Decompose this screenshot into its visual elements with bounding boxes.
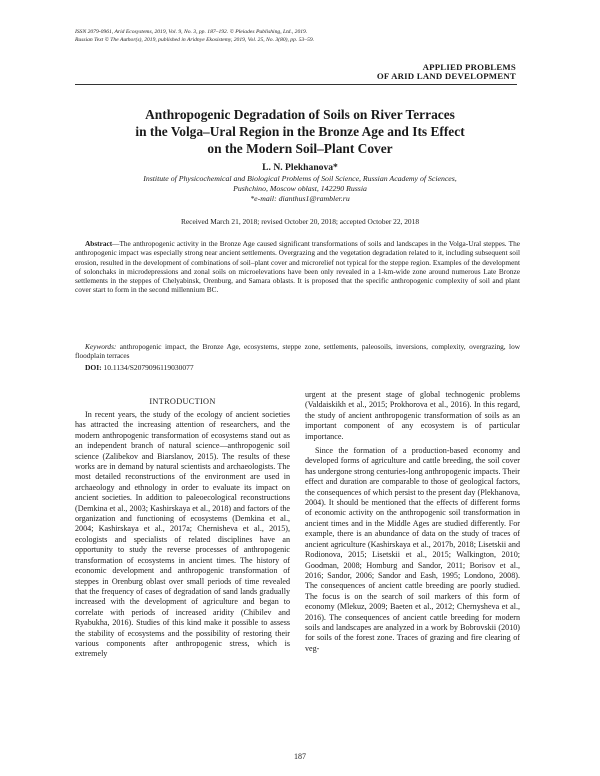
left-column [75, 410, 290, 660]
doi-value[interactable]: 10.1134/S2079096119030077 [101, 363, 194, 372]
paragraph: Since the formation of a production-based economy and developed forms of agriculture and cattle breeding, the soil cover has undergone strong centuries-long anthropogenic impacts. Their effect and duration are comparable to those of geological factors, the consequences of which persist to the present day (Plekhanova, 2004). It should be mentioned that the effects of different forms of economic activity on the anthropogenic soil transformation in ancient times and in the Middle Ages are studied differently. For example, there is an abundance of data on the study of traces of ancient agriculture (Kashirskaya et al., 2017b, 2018; Lisetskii and Rodionova, 2015; Lisetskii et al., 2015; Walkington, 2010; Goodman, 2008; Homburg and Sandor, 2011; Borisov et al., 2016; Sandor, 2006; Sandor and Eash, 1995; Londono, 2008). The consequences of ancient cattle breeding are poorly studied. The focus is on the search of soil markers of this form of economy (Mlekuz, 2009; Baeten et al., 2012; Chernysheva et al., 2016). The consequences of ancient cattle breeding for modern soils and landscapes are analyzed in a work by Bobrovskii (2010) for soils of the forest zone. Traces of grazing and fire clearing of veg- [305, 446, 520, 653]
abstract [75, 239, 520, 295]
title-line-1: Anthropogenic Degradation of Soils on River Terraces [145, 107, 455, 122]
article-title [75, 106, 525, 157]
keywords [75, 342, 520, 361]
affiliation [75, 174, 525, 203]
paragraph: urgent at the present stage of global technogenic problems (Valdaiskikh et al., 2015; Prokhorova et al., 2016). In this regard, the study of ancient anthropogenic transformation of soils as an important component of any ecosystem is of particular importance. [305, 390, 520, 441]
affiliation-line-2: Pushchino, Moscow oblast, 142290 Russia [233, 183, 367, 193]
header-rule [75, 84, 517, 85]
journal-section-line-2: OF ARID LAND DEVELOPMENT [376, 71, 516, 81]
title-line-2: in the Volga–Ural Region in the Bronze Age and Its Effect [135, 124, 465, 139]
section-heading-introduction: INTRODUCTION [149, 397, 216, 406]
page-number: 187 [294, 752, 306, 761]
citation-line-1: ISSN 2079-0961, Arid Ecosystems, 2019, Vol. 9, No. 3, pp. 187–192. © Pleiades Publishing, Ltd., 2019. [75, 29, 308, 35]
author: L. N. Plekhanova* [262, 162, 338, 173]
affiliation-line-1: Institute of Physicochemical and Biological Problems of Soil Science, Russian Academy of Sciences, [143, 174, 457, 183]
right-column [305, 390, 520, 654]
keywords-text: anthropogenic impact, the Bronze Age, ecosystems, steppe zone, settlements, paleosoils, inversions, complexity, overgrazing, low floodplain terraces [75, 342, 520, 361]
abstract-label: Abstract [85, 239, 113, 248]
doi-label: DOI: [85, 363, 102, 372]
journal-section-line-1: APPLIED PROBLEMS [422, 62, 516, 72]
received-dates: Received March 21, 2018; revised October 20, 2018; accepted October 22, 2018 [180, 217, 420, 226]
abstract-text: —The anthropogenic activity in the Bronze Age caused significant transformations of soils and landscapes in the Volga-Ural steppes. The anthropogenic impact was especially strong near ancient settlements. Overgrazing and the vegetation degradation related to it, including subsequent soil erosion, resulted in the development of combinations of soil–plant cover and microrelief not typical for the steppe region. Examples of the development of solonchaks in microdepressions and zonal soils on microelevations have been only revealed in a 1-km-wide zone around numerous Late Bronze settlements in the steppes of Chelyabinsk, Orenburg, and Samara oblasts. It is proposed that the specific anthropogenic complexity of soil and plant cover start to form in the second millennium BC. [75, 239, 520, 295]
citation-line-2: Russian Text © The Author(s), 2019, published in Aridnye Ekosistemy, 2019, Vol. 25, No. 3(80), pp. 53–59. [75, 37, 315, 43]
doi [85, 363, 194, 372]
paragraph: In recent years, the study of the ecology of ancient societies has attracted the increasing attention of researchers, and the modern anthropogenic transformation of ecosystems stand out as an independent branch of natural science—anthropogenic soil science (Zalibekov and Biarslanov, 2015). The results of these works are in demand by natural scientists and archaeologists. The most detailed reconstructions of the environment are used in archaeology and ethnology in order to evaluate its impact on ancient societies. In addition to paleoecological reconstructions (Demkina et al., 2003; Kashirskaya et al., 2018) and factors of the organization and functioning of ecosystems (Demkina et al., 2004; Kashirskaya et al., 2017a; Chernisheva et al., 2015), ecologists and specialists of related disciplines have an opportunity to study the reverse processes of anthropogenic transformation of ecosystems in ancient times. The history of economic development and anthropogenic transformation of steppes in Orenburg oblast over small periods of time revealed that the frequency of cases of degradation of sand lands gradually increased with the development of agriculture and began to correlate with periods of increased aridity (Chibilev and Ryabukha, 2016). Studies of this kind make it possible to assess the stability of ecosystems and the possibility of restoring their various components after anthropogenic stress, which is extremely [75, 410, 290, 659]
author-email: *e-mail: dianthus1@rambler.ru [250, 193, 350, 203]
keywords-label: Keywords: [85, 342, 117, 351]
title-line-3: on the Modern Soil–Plant Cover [207, 141, 393, 156]
